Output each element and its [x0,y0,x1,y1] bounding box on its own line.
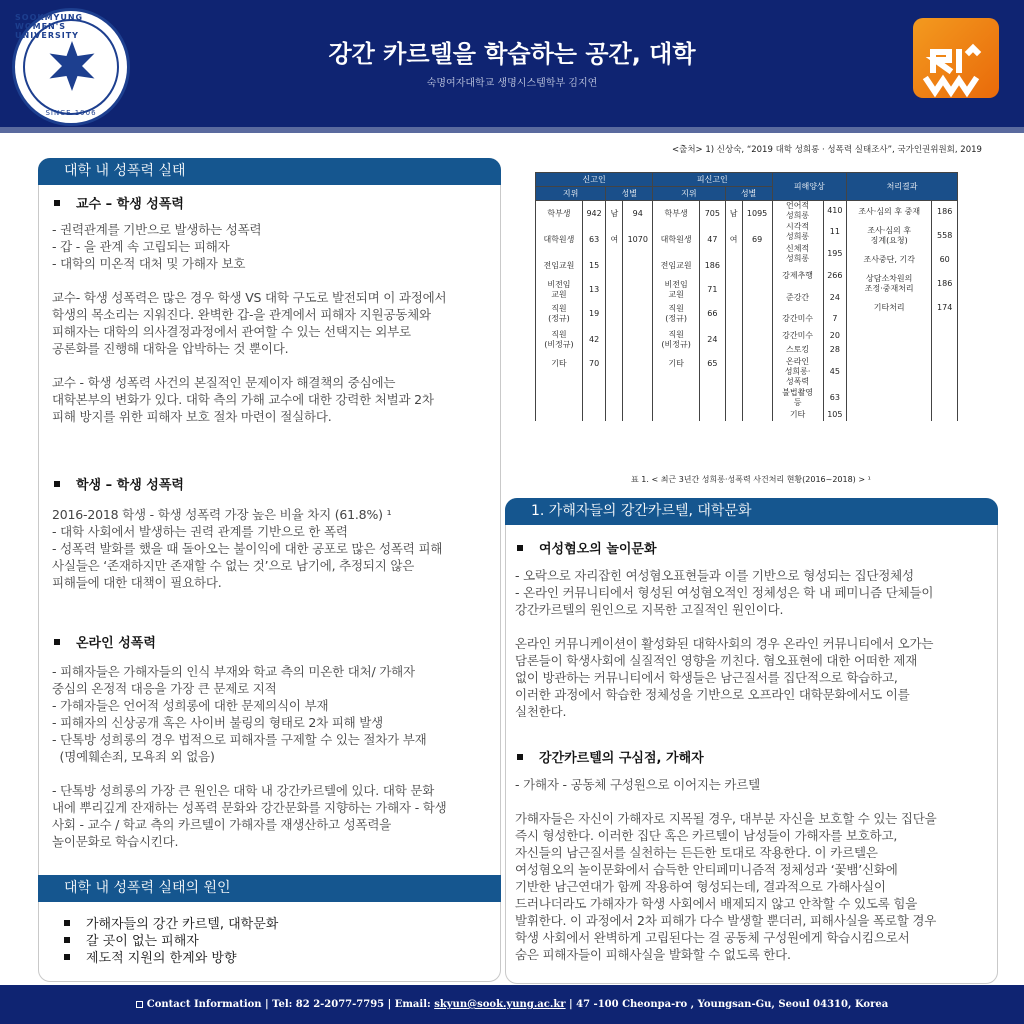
type_cnt-cell: 410 [827,206,843,215]
bullet-icon [54,639,60,645]
col-type [772,201,823,422]
reporter_cnt-cell: 42 [589,335,600,344]
accused_cnt-cell: 71 [707,285,718,294]
accused_gender-cell: 남 [729,209,738,218]
reporter_gender_cnt-cell: 1070 [627,235,648,244]
reporter_pos-cell: 대학원생 [543,235,575,244]
heading-online-violence: 온라인 성폭력 [54,632,156,651]
riaw-logo-icon [913,18,999,98]
accused_cnt-cell: 186 [704,261,720,270]
reporter_pos-cell: 직원 (정규) [548,304,570,323]
result_cnt-cell: 60 [939,255,950,264]
heading-student-student: 학생 – 학생 성폭력 [54,474,184,493]
types-cell: 시각적 성희롱 [785,222,810,241]
list-item: 가해자들의 강간 카르텔, 대학문화 [64,916,278,933]
results-cell: 조사·심의 후 징계(요청) [867,226,912,245]
type_cnt-cell: 45 [829,367,840,376]
reporter_pos-cell: 비전임 교원 [547,280,571,299]
accused_pos-cell: 기타 [668,359,684,368]
accused_cnt-cell: 24 [707,335,718,344]
types-cell: 강간미수 [782,331,814,340]
section-title-cartel: 1. 가해자들의 강간카르텔, 대학문화 [505,498,998,525]
col-accused-position [653,201,700,422]
result_cnt-cell: 558 [937,231,953,240]
col-result-count [932,201,958,422]
type_cnt-cell: 20 [829,331,840,340]
reporter_cnt-cell: 13 [589,285,600,294]
accused_gender-cell: 여 [729,235,738,244]
results-cell: 조사·심의 후 중재 [858,207,921,216]
table-caption: 표 1. < 최근 3년간 성희롱·성폭력 사건처리 현황(2016~2018) > ¹ [631,475,871,484]
incident-table [535,172,958,421]
bullet-icon [64,954,70,960]
bullet-icon [517,545,523,551]
table-body-row [536,201,958,422]
accused_gender_cnt-cell: 69 [751,235,763,244]
col-result [847,201,932,422]
accused_cnt-cell: 705 [704,209,720,218]
seal-text: SOOKMYUNG WOMEN'S UNIVERSITY [15,13,84,40]
poster-title: 강간 카르텔을 학습하는 공간, 대학 [328,40,696,68]
reporter_pos-cell: 전임교원 [543,261,575,270]
types-cell: 스토킹 [785,345,810,354]
col-reporter-gender [606,201,623,422]
footer-contact: Contact Information | Tel: 82 2-2077-7795 | Email: skyun@sook.yung.ac.kr | 47 -100 Cheonpa-ro , Youngsan-Gu, Seoul 04310, Korea [0,985,1024,1024]
result_cnt-cell: 186 [937,279,953,288]
causes-list [64,916,278,967]
types-cell: 언어적 성희롱 [785,201,810,220]
section-title-causes: 대학 내 성폭력 실태의 원인 [38,875,501,902]
heading-misogyny-culture: 여성혐오의 놀이문화 [517,538,657,557]
type_cnt-cell: 195 [827,249,843,258]
reporter_cnt-cell: 15 [589,261,600,270]
th-reporter-gender: 성별 [606,187,653,201]
header-banner [0,0,1024,133]
results-cell: 조사중단, 기각 [863,255,915,264]
type_cnt-cell: 28 [829,345,840,354]
th-result: 처리결과 [847,173,958,201]
reporter_cnt-cell: 70 [589,359,600,368]
reporter_cnt-cell: 63 [589,235,600,244]
poster-author: 숙명여자대학교 생명시스템학부 김지연 [426,78,598,89]
type_cnt-cell: 266 [827,271,843,280]
type_cnt-cell: 11 [829,227,840,236]
th-accused-gender: 성별 [725,187,772,201]
text-online-violence: - 피해자들은 가해자들의 인식 부재와 학교 측의 미온한 대처/ 가해자 중심의 온정적 대응을 가장 큰 문제로 지적 - 가해자들은 언어적 성희롱에 대한 문제의식이 부재 - 피해자의 신상공개 혹은 사이버 불링의 형태로 2차 피해 발생 - 단톡방 성희롱의 경우 법적으로 피해자를 구제할 수 있는 절차가 부재 (명예훼손죄, 모욕죄 외 없음) - 단톡방 성희롱의 가장 큰 원인은 대학 내 강간카르텔에 있다. 대학 문화 내에 뿌리깊게 잔재하는 성폭력 문화와 강간문화를 지향하는 가해자 - 학생 사회 - 교수 / 학교 측의 카르텔이 가해자를 재생산하고 성폭력을 놀이문화로 학습시킨다. [52,664,447,849]
col-type-count [823,201,846,422]
accused_pos-cell: 대학원생 [660,235,692,244]
types-cell: 기타 [789,410,806,419]
col-accused-count [700,201,726,422]
types-cell: 신체적 성희롱 [785,244,810,263]
bullet-icon [54,200,60,206]
types-cell: 준강간 [785,293,810,302]
heading-professor-student: 교수 – 학생 성폭력 [54,193,184,212]
reporter_gender_cnt-cell: 94 [632,209,643,218]
email-link[interactable]: skyun@sook.yung.ac.kr [434,999,566,1010]
text-student-student: 2016-2018 학생 - 학생 성폭력 가장 높은 비율 차지 (61.8%) ¹ - 대학 사회에서 발생하는 권력 관계를 기반으로 한 폭력 - 성폭력 발화를 했을 때 돌아오는 불이익에 대한 공포로 많은 성폭력 피해 사실들은 ‘존재하지만 존재할 수 없는 것’으로 남기에, 추정되지 않은 피해들에 대한 대책이 필요하다. [52,507,443,590]
accused_cnt-cell: 47 [707,235,718,244]
result_cnt-cell: 186 [937,207,953,216]
source-note: <출처> 1) 신상숙, “2019 대학 성희롱 · 성폭력 실태조사”, 국가인권위원회, 2019 [672,145,982,155]
bullet-icon [64,937,70,943]
reporter_gender-cell: 남 [610,209,619,218]
reporter_cnt-cell: 942 [586,209,602,218]
text-cartel-center: - 가해자 - 공동체 구성원으로 이어지는 카르텔 가해자들은 자신이 가해자로 지목될 경우, 대부분 자신을 보호할 수 있는 집단을 즉시 형성한다. 이러한 집단 혹은 카르텔이 남성들이 가해자를 보호하고, 자신들의 남근질서를 실천하는 든든한 토대로 작용한다. 이 카르텔은 여성혐오의 놀이문화에서 습득한 안티페미니즘적 정체성과 ‘꽃뱀’신화에 기반한 남근연대가 함께 작용하여 형성되는데, 결과적으로 가해사실이 드러나더라도 가해자가 학생 사회에서 배제되지 않고 안착할 수 있도록 힘을 발휘한다. 이 과정에서 2차 피해가 다수 발생할 뿐더러, 피해사실을 폭로할 경우 학생 사회에서 완벽하게 고립된다는 걸 공동체 구성원에게 학습시킴으로서 숨은 피해자들이 피해사실을 발화할 수 없도록 한다. [515,777,937,962]
types-cell: 불법촬영 등 [782,388,814,407]
accused_cnt-cell: 66 [707,309,718,318]
accused_pos-cell: 직원 (정규) [665,304,687,323]
seal-year: SINCE 1906 [45,109,97,117]
reporter_pos-cell: 기타 [551,359,567,368]
results-cell: 기타처리 [873,303,905,312]
accused_pos-cell: 직원 (비정규) [661,330,691,349]
reporter_cnt-cell: 19 [589,309,600,318]
th-reporter-position: 지위 [536,187,606,201]
type_cnt-cell: 7 [832,314,838,323]
col-accused-gender-count [742,201,772,422]
th-reporter: 신고인 [536,173,653,187]
accused_cnt-cell: 65 [707,359,718,368]
th-accused-position: 지위 [653,187,725,201]
result_cnt-cell: 174 [937,303,953,312]
col-accused-gender [725,201,742,422]
types-cell: 온라인 성희롱· 성폭력 [784,357,811,386]
reporter_pos-cell: 학부생 [547,209,571,218]
type_cnt-cell: 63 [829,393,840,402]
list-item: 제도적 지원의 한계와 방향 [64,950,278,967]
list-item: 갈 곳이 없는 피해자 [64,933,278,950]
results-cell: 상담소차원의 조정·중재처리 [864,274,914,293]
accused_pos-cell: 전임교원 [660,261,692,270]
bullet-icon [64,920,70,926]
accused_pos-cell: 비전임 교원 [664,280,688,299]
types-cell: 강간미수 [782,314,814,323]
heading-cartel-center: 강간카르텔의 구심점, 가해자 [517,747,704,766]
col-reporter-gender-count [623,201,653,422]
col-reporter-position [536,201,583,422]
col-reporter-count [582,201,605,422]
bullet-icon [54,481,60,487]
th-accused: 피신고인 [653,173,772,187]
bullet-icon [517,754,523,760]
square-icon [136,1001,143,1008]
accused_gender_cnt-cell: 1095 [746,209,768,218]
section-title-violence-status: 대학 내 성폭력 실태 [38,158,501,185]
text-professor-student: - 권력관계를 기반으로 발생하는 성폭력 - 갑 - 을 관계 속 고립되는 피해자 - 대학의 미온적 대처 및 가해자 보호 교수- 학생 성폭력은 많은 경우 학생 VS 대학 구도로 발전되며 이 과정에서 학생의 목소리는 지워진다. 완벽한 갑-을 관계에서 피해자 지원공동체와 피해자는 대학의 의사결정과정에서 관여할 수 있는 선택지는 외부로 공론화를 진행해 대학을 압박하는 것 뿐이다. 교수 - 학생 성폭력 사건의 본질적인 문제이자 해결책의 중심에는 대학본부의 변화가 있다. 대학 측의 가해 교수에 대한 강력한 처벌과 2차 피해 방지를 위한 피해자 보호 절차 마련이 절실하다. [52,222,447,424]
reporter_pos-cell: 직원 (비정규) [544,330,574,349]
reporter_gender-cell: 여 [610,235,619,244]
types-cell: 강제추행 [782,271,814,280]
th-type: 피해양상 [772,173,847,201]
type_cnt-cell: 105 [827,410,843,419]
text-misogyny-culture: - 오락으로 자리잡힌 여성혐오표현들과 이를 기반으로 형성되는 집단정체성 - 온라인 커뮤니티에서 형성된 여성혐오적인 정체성은 학 내 페미니즘 단체들이 강간카르텔의 원인으로 지목한 고질적인 원인이다. 온라인 커뮤니케이션이 활성화된 대학사회의 경우 온라인 커뮤니티에서 오가는 담론들이 학생사회에 실질적인 영향을 끼친다. 혐오표현에 대한 어떠한 제재 없이 방관하는 커뮤니티에서 학생들은 남근질서를 집단적으로 학습하고, 이러한 과정에서 학습한 정체성을 기반으로 오프라인 대학문화에서도 이를 실천한다. [515,568,934,719]
type_cnt-cell: 24 [829,293,840,302]
accused_pos-cell: 학부생 [664,209,688,218]
